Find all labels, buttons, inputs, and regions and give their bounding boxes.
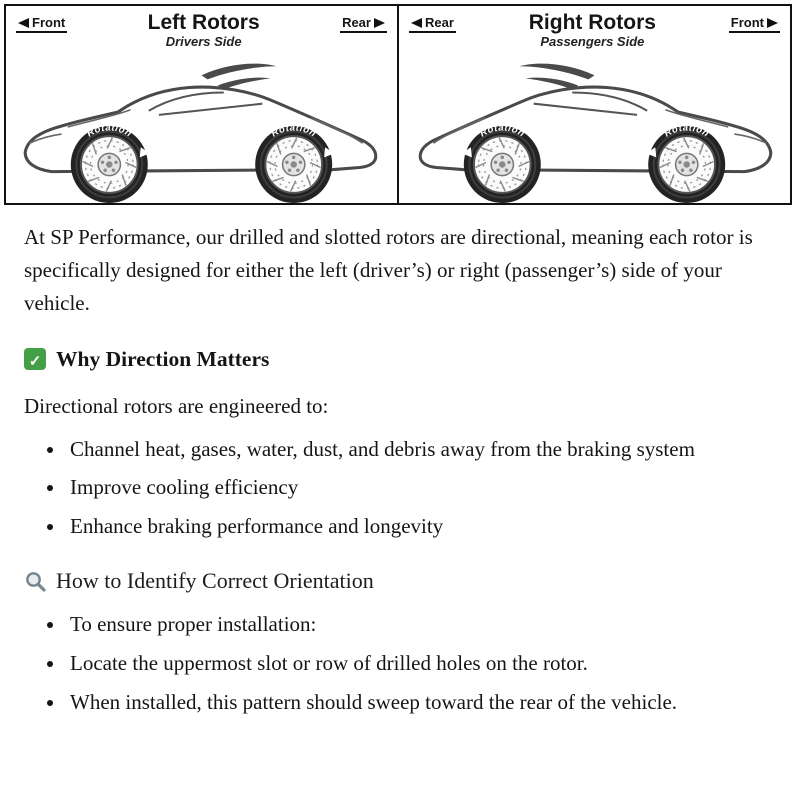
- arrow-left-icon: [18, 18, 29, 28]
- front-label: Front: [730, 15, 764, 30]
- check-icon: [24, 348, 46, 370]
- section1-lead: Directional rotors are engineered to:: [24, 393, 329, 418]
- rear-direction-arrow-icon: [409, 15, 456, 33]
- list-item: • To ensure proper installation:: [66, 610, 758, 640]
- left-panel-header: [6, 6, 397, 49]
- section-heading-how-to-identify: [24, 568, 758, 594]
- left-rotors-panel: [4, 4, 399, 205]
- section-heading-text: Why Direction Matters: [56, 346, 270, 371]
- right-panel-title: Right Rotors: [528, 11, 656, 34]
- magnifier-icon: [24, 570, 47, 593]
- list-item: • When installed, this pattern should sweep toward the rear of the vehicle.: [66, 688, 758, 718]
- right-panel-titleblock: [529, 11, 656, 49]
- front-direction-arrow-icon: [729, 15, 780, 33]
- right-panel-subtitle: Passengers Side: [540, 34, 645, 50]
- right-car-illustration: [399, 51, 790, 203]
- list-item: • Enhance braking performance and longevity: [66, 512, 758, 542]
- front-label: Front: [32, 15, 66, 30]
- rotation-label: Rotation: [85, 122, 134, 140]
- right-rotors-panel: [397, 4, 792, 205]
- arrow-left-icon: [411, 18, 422, 28]
- left-panel-titleblock: [148, 11, 260, 49]
- arrow-right-icon: [767, 18, 778, 28]
- section-heading-text: How to Identify Correct Orientation: [56, 568, 374, 594]
- section2-bullet-list: [42, 610, 758, 717]
- front-direction-arrow-icon: [16, 15, 67, 33]
- arrow-right-icon: [374, 18, 385, 28]
- right-panel-header: [399, 6, 790, 49]
- car-side-illustration: [6, 51, 397, 203]
- rotation-label: Rotation: [269, 122, 319, 140]
- left-car-illustration: [6, 51, 397, 203]
- intro-paragraph: At SP Performance, our drilled and slotted rotors are directional, meaning each rotor is specifically designed for either the left (driver’s) or right (passenger’s) side of your vehicle.: [24, 225, 753, 316]
- rear-direction-arrow-icon: [340, 15, 387, 33]
- left-panel-title: Left Rotors: [147, 11, 260, 34]
- list-item: • Improve cooling efficiency: [66, 473, 758, 503]
- rotor-direction-diagram: [4, 4, 794, 205]
- section-heading-why-direction-matters: [24, 347, 758, 372]
- article-body: [0, 205, 800, 717]
- left-panel-subtitle: Drivers Side: [165, 34, 242, 50]
- list-item: • Channel heat, gases, water, dust, and debris away from the braking system: [66, 435, 758, 465]
- list-item: • Locate the uppermost slot or row of drilled holes on the rotor.: [66, 649, 758, 679]
- rotation-label: Rotation: [478, 122, 527, 140]
- car-side-illustration-mirrored: [399, 51, 790, 203]
- rotation-label: Rotation: [662, 122, 712, 140]
- rear-label: Rear: [342, 15, 371, 30]
- rear-label: Rear: [425, 15, 454, 30]
- section1-bullet-list: [42, 435, 758, 542]
